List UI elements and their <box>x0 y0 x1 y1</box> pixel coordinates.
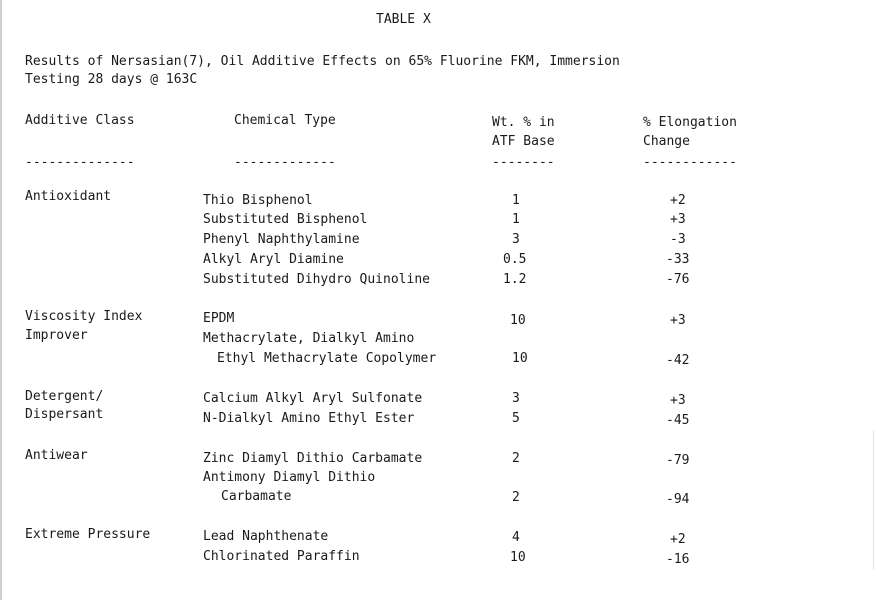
elongation-value: -94 <box>666 492 690 507</box>
elongation-value: -33 <box>666 252 690 267</box>
type-methacrylate-line1: Methacrylate, Dialkyl Amino <box>203 331 415 346</box>
header-elongation-line2: Change <box>643 134 690 149</box>
type-antimony-line1: Antimony Diamyl Dithio <box>203 470 376 485</box>
header-rule-class: -------------- <box>25 155 135 170</box>
header-chemical-type: Chemical Type <box>234 113 336 128</box>
elongation-value: -42 <box>666 353 690 368</box>
type-antimony-line2: Carbamate <box>221 489 292 504</box>
class-antiwear: Antiwear <box>25 448 88 463</box>
wt-value: 3 <box>512 391 520 406</box>
elongation-value: -76 <box>666 272 690 287</box>
header-elongation-line1: % Elongation <box>643 115 737 130</box>
wt-value: 1 <box>512 212 520 227</box>
class-viscosity-index-line1: Viscosity Index <box>25 309 143 324</box>
type-substituted-dihydro-quinoline: Substituted Dihydro Quinoline <box>203 272 430 287</box>
wt-value: 1.2 <box>503 272 527 287</box>
page-edge-right <box>873 430 874 570</box>
type-chlorinated-paraffin: Chlorinated Paraffin <box>203 549 360 564</box>
class-viscosity-index-line2: Improver <box>25 328 88 343</box>
elongation-value: -3 <box>670 232 686 247</box>
header-additive-class: Additive Class <box>25 113 135 128</box>
header-rule-elongation: ------------ <box>643 155 737 170</box>
header-rule-type: ------------- <box>234 155 336 170</box>
type-alkyl-aryl-diamine: Alkyl Aryl Diamine <box>203 252 344 267</box>
class-detergent-line1: Detergent/ <box>25 389 104 404</box>
elongation-value: +2 <box>670 193 686 208</box>
type-methacrylate-line2: Ethyl Methacrylate Copolymer <box>217 351 437 366</box>
wt-value: 0.5 <box>503 252 527 267</box>
wt-value: 2 <box>512 490 520 505</box>
table-title: TABLE X <box>376 12 431 27</box>
type-epdm: EPDM <box>203 311 235 326</box>
elongation-value: -16 <box>666 552 690 567</box>
elongation-value: -45 <box>666 413 690 428</box>
table-caption-line1: Results of Nersasian(7), Oil Additive Effects on 65% Fluorine FKM, Immersion <box>25 54 620 69</box>
class-detergent-line2: Dispersant <box>25 407 104 422</box>
elongation-value: +3 <box>670 212 686 227</box>
wt-value: 5 <box>512 411 520 426</box>
wt-value: 10 <box>510 313 526 328</box>
class-antioxidant: Antioxidant <box>25 189 112 204</box>
elongation-value: -79 <box>666 453 690 468</box>
type-substituted-bisphenol: Substituted Bisphenol <box>203 212 368 227</box>
wt-value: 4 <box>512 530 520 545</box>
elongation-value: +3 <box>670 313 686 328</box>
class-extreme-pressure: Extreme Pressure <box>25 527 151 542</box>
type-amino-ethyl-ester: N-Dialkyl Amino Ethyl Ester <box>203 411 415 426</box>
page-edge <box>0 0 2 600</box>
header-wt-line2: ATF Base <box>492 134 555 149</box>
table-caption-line2: Testing 28 days @ 163C <box>25 72 198 87</box>
type-thio-bisphenol: Thio Bisphenol <box>203 193 313 208</box>
type-zinc-carbamate: Zinc Diamyl Dithio Carbamate <box>203 451 423 466</box>
wt-value: 1 <box>512 193 520 208</box>
wt-value: 10 <box>512 351 528 366</box>
type-phenyl-naphthylamine: Phenyl Naphthylamine <box>203 232 360 247</box>
header-wt-line1: Wt. % in <box>492 115 555 130</box>
wt-value: 2 <box>512 451 520 466</box>
header-rule-wt: -------- <box>492 155 555 170</box>
type-calcium-sulfonate: Calcium Alkyl Aryl Sulfonate <box>203 391 423 406</box>
type-lead-naphthenate: Lead Naphthenate <box>203 529 329 544</box>
elongation-value: +3 <box>670 393 686 408</box>
wt-value: 3 <box>512 232 520 247</box>
wt-value: 10 <box>510 550 526 565</box>
elongation-value: +2 <box>670 532 686 547</box>
